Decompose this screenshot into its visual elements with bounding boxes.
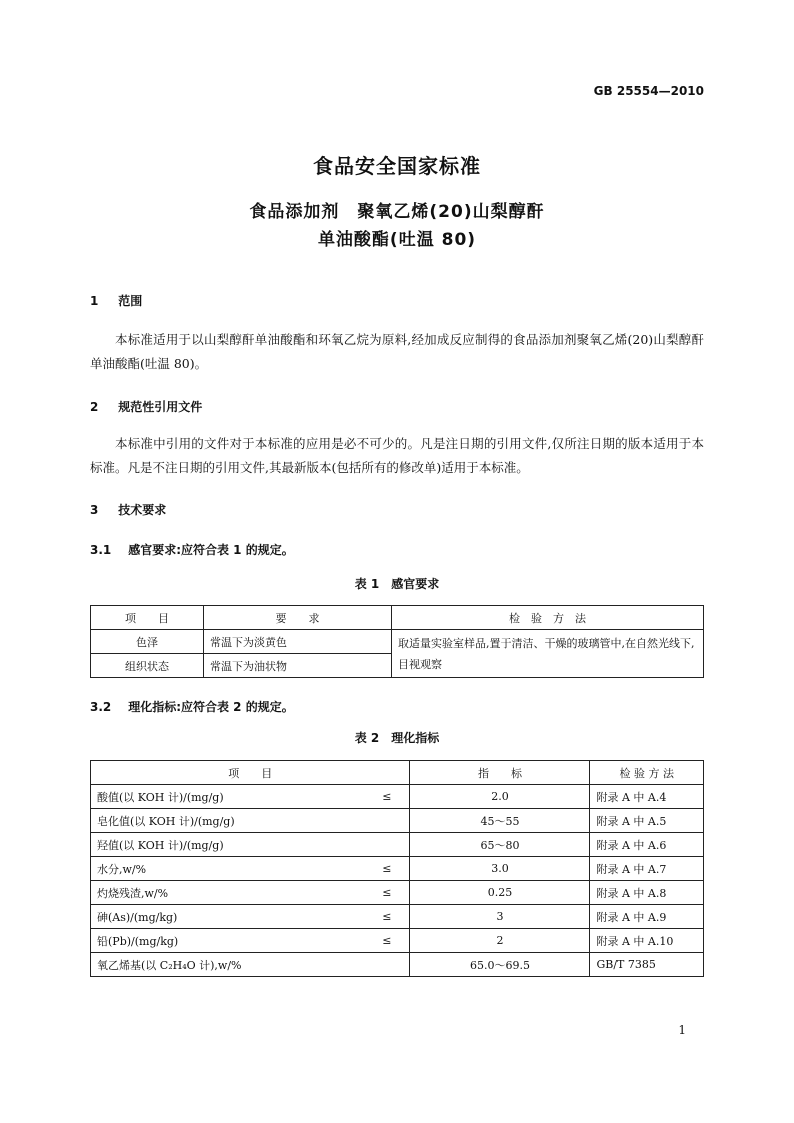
standard-code: GB 25554—2010 (593, 84, 704, 98)
table-cell-symbol (354, 809, 410, 833)
section-1-heading (90, 292, 142, 309)
table-2-physicochemical (90, 760, 704, 977)
table-2-caption: 表 2 理化指标 (354, 731, 440, 745)
table-header-row (91, 606, 704, 630)
section-number: 2 (90, 400, 99, 414)
table-cell-method: 附录 A 中 A.9 (590, 905, 704, 929)
table-row (91, 929, 704, 953)
table-cell-item: 灼烧残渣,w/% (91, 881, 354, 905)
table-cell-symbol (354, 833, 410, 857)
table-cell-item: 铅(Pb)/(mg/kg) (91, 929, 354, 953)
table-row (91, 905, 704, 929)
table-1-sensory (90, 605, 704, 678)
document-title: 食品安全国家标准 (313, 154, 481, 178)
table-header-cell: 检 验 方 法 (590, 761, 704, 785)
section-number: 3.2 (90, 700, 112, 714)
table-cell-method: 附录 A 中 A.7 (590, 857, 704, 881)
table-cell-symbol (354, 953, 410, 977)
table-header-cell: 指 标 (410, 761, 590, 785)
section-number: 1 (90, 294, 99, 308)
table-cell-method: 附录 A 中 A.4 (590, 785, 704, 809)
section-2-paragraph: 本标准中引用的文件对于本标准的应用是必不可少的。凡是注日期的引用文件,仅所注日期的版本适用于本标准。凡是不注日期的引用文件,其最新版本(包括所有的修改单)适用于本标准。 (90, 436, 704, 475)
table-cell-symbol: ≤ (354, 929, 410, 953)
table-row (91, 833, 704, 857)
document-subtitle-line2: 单油酸酯(吐温 80) (317, 230, 477, 250)
table-header-cell: 项 目 (91, 761, 410, 785)
table-cell-method: 取适量实验室样品,置于清洁、干燥的玻璃管中,在自然光线下,目视观察 (392, 630, 704, 678)
table-header-cell: 要 求 (204, 606, 392, 630)
section-title: 规范性引用文件 (118, 400, 203, 414)
table-cell-requirement: 常温下为淡黄色 (204, 630, 392, 654)
table-cell-item: 酸值(以 KOH 计)/(mg/g) (91, 785, 354, 809)
page-number: 1 (678, 1023, 686, 1037)
table-cell-value: 2.0 (410, 785, 590, 809)
section-1-paragraph: 本标准适用于以山梨醇酐单油酸酯和环氧乙烷为原料,经加成反应制得的食品添加剂聚氧乙烯(20)山梨醇酐单油酸酯(吐温 80)。 (90, 332, 704, 371)
section-3-heading (90, 501, 166, 518)
section-number: 3.1 (90, 543, 112, 557)
table-row (91, 953, 704, 977)
table-row (91, 881, 704, 905)
table-cell-method: GB/T 7385 (590, 953, 704, 977)
table-cell-item: 水分,w/% (91, 857, 354, 881)
table-cell-item: 羟值(以 KOH 计)/(mg/g) (91, 833, 354, 857)
table-cell-value: 65.0～69.5 (410, 953, 590, 977)
table-cell-value: 65～80 (410, 833, 590, 857)
table-cell-value: 3 (410, 905, 590, 929)
table-cell-symbol: ≤ (354, 905, 410, 929)
table-cell-method: 附录 A 中 A.10 (590, 929, 704, 953)
section-title: 感官要求:应符合表 1 的规定。 (128, 543, 294, 557)
table-cell-method: 附录 A 中 A.6 (590, 833, 704, 857)
section-title: 技术要求 (118, 503, 167, 517)
table-cell-value: 3.0 (410, 857, 590, 881)
table-cell-item: 皂化值(以 KOH 计)/(mg/g) (91, 809, 354, 833)
table-cell-item: 砷(As)/(mg/kg) (91, 905, 354, 929)
table-cell-value: 2 (410, 929, 590, 953)
table-header-cell: 项 目 (91, 606, 204, 630)
section-3-2-heading (90, 698, 294, 715)
section-3-1-heading (90, 541, 294, 558)
table-cell-item: 氧乙烯基(以 C₂H₄O 计),w/% (91, 953, 354, 977)
table-cell-value: 45～55 (410, 809, 590, 833)
table-cell-symbol: ≤ (354, 857, 410, 881)
table-cell-requirement: 常温下为油状物 (204, 654, 392, 678)
section-number: 3 (90, 503, 99, 517)
table-cell-value: 0.25 (410, 881, 590, 905)
table-header-cell: 检 验 方 法 (392, 606, 704, 630)
table-cell-item: 组织状态 (91, 654, 204, 678)
table-cell-symbol: ≤ (354, 785, 410, 809)
table-cell-symbol: ≤ (354, 881, 410, 905)
table-cell-method: 附录 A 中 A.5 (590, 809, 704, 833)
table-row (91, 630, 704, 654)
section-title: 范围 (118, 294, 143, 308)
table-row (91, 809, 704, 833)
table-1-caption: 表 1 感官要求 (354, 577, 440, 591)
table-row (91, 857, 704, 881)
section-2-heading (90, 398, 202, 415)
table-cell-method: 附录 A 中 A.8 (590, 881, 704, 905)
table-row (91, 785, 704, 809)
table-cell-item: 色泽 (91, 630, 204, 654)
table-header-row (91, 761, 704, 785)
document-subtitle-line1: 食品添加剂 聚氧乙烯(20)山梨醇酐 (249, 202, 545, 222)
section-title: 理化指标:应符合表 2 的规定。 (128, 700, 294, 714)
